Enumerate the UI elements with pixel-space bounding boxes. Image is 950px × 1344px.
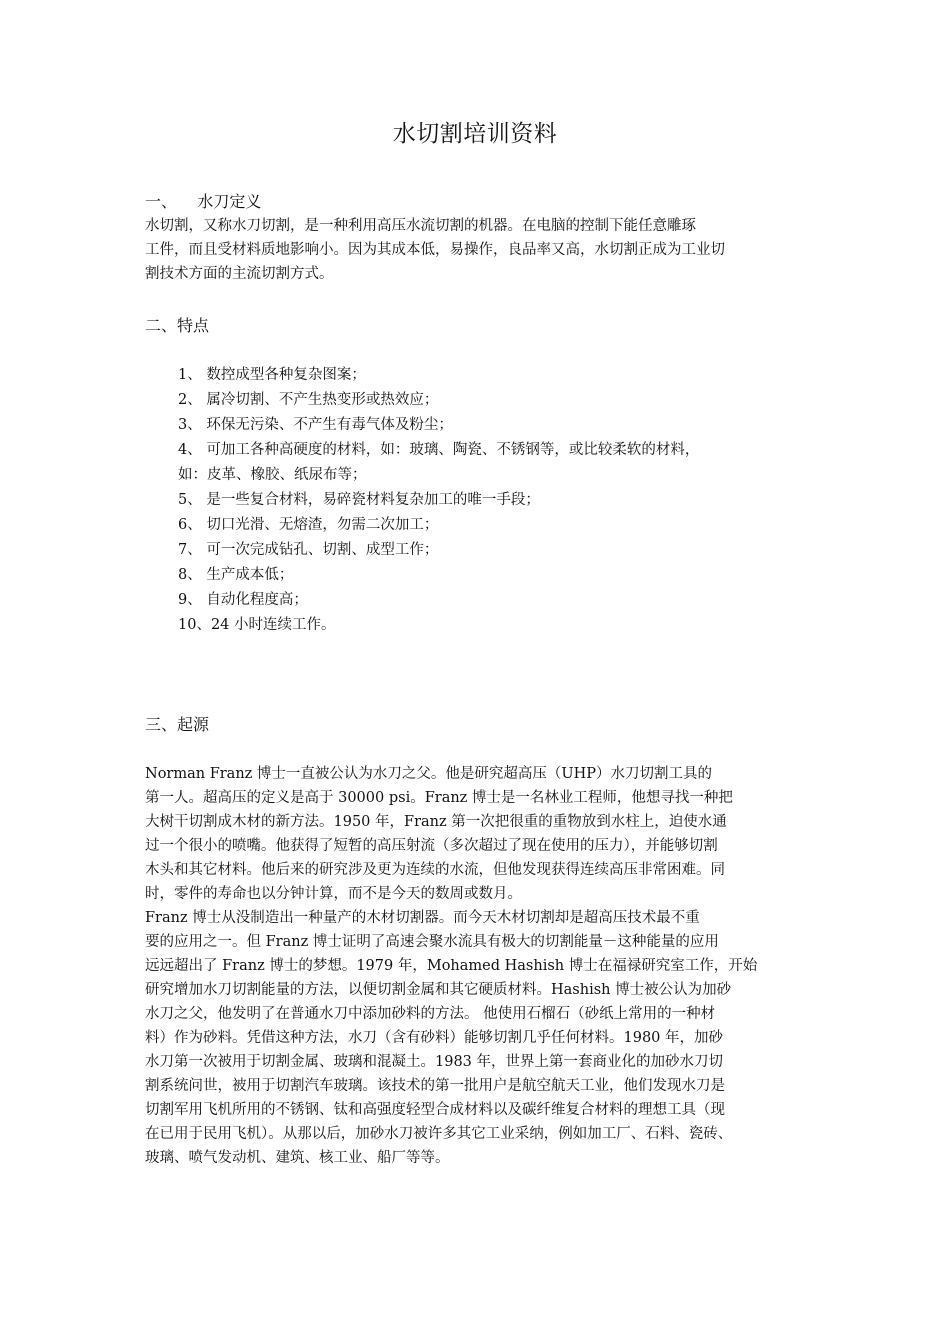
paragraph-line: 割技术方面的主流切割方式。 bbox=[145, 266, 334, 282]
feature-list-item: 4、 可加工各种高硬度的材料，如：玻璃、陶瓷、不锈钢等，或比较柔软的材料， bbox=[178, 442, 700, 458]
paragraph-line: Franz 博士从没制造出一种量产的木材切割器。而今天木材切割却是超高压技术最不重 bbox=[145, 910, 700, 926]
feature-list-item: 2、 属冷切割、不产生热变形或热效应； bbox=[178, 392, 439, 408]
feature-list-item: 10、24 小时连续工作。 bbox=[178, 617, 336, 633]
paragraph-line: 过一个很小的喷嘴。他获得了短暂的高压射流（多次超过了现在使用的压力），并能够切割 bbox=[145, 838, 718, 854]
feature-list-item: 5、 是一些复合材料，易碎瓷材料复杂加工的唯一手段； bbox=[178, 492, 540, 508]
paragraph-line: 水刀之父，他发明了在普通水刀中添加砂料的方法。 他使用石榴石（砂纸上常用的一种材 bbox=[145, 1006, 716, 1022]
feature-list-item: 9、 自动化程度高； bbox=[178, 592, 308, 608]
paragraph-line: 研究增加水刀切割能量的方法，以便切割金属和其它硬质材料。Hashish 博士被公认为加砂 bbox=[145, 982, 732, 998]
paragraph-line: 第一人。超高压的定义是高于 30000 psi。Franz 博士是一名林业工程师，他想寻找一种把 bbox=[145, 790, 733, 806]
feature-list-item: 6、 切口光滑、无熔渣，勿需二次加工； bbox=[178, 517, 439, 533]
paragraph-line: 玻璃、喷气发动机、建筑、核工业、船厂等等。 bbox=[145, 1150, 450, 1166]
section-heading-origin: 三、起源 bbox=[145, 715, 210, 734]
feature-list-item: 1、 数控成型各种复杂图案； bbox=[178, 367, 366, 383]
paragraph-line: 要的应用之一。但 Franz 博士证明了高速会聚水流具有极大的切割能量－这种能量的应用 bbox=[145, 934, 719, 950]
paragraph-line: 割系统问世，被用于切割汽车玻璃。该技术的第一批用户是航空航天工业，他们发现水刀是 bbox=[145, 1078, 725, 1094]
origin-paragraph-2 bbox=[145, 906, 808, 1170]
paragraph-line: 料）作为砂料。凭借这种方法，水刀（含有砂料）能够切割几乎任何材料。1980 年，加砂 bbox=[145, 1030, 724, 1046]
feature-list-item: 3、 环保无污染、不产生有毒气体及粉尘； bbox=[178, 417, 453, 433]
feature-list-item: 8、 生产成本低； bbox=[178, 567, 294, 583]
feature-list-item: 7、 可一次完成钻孔、切割、成型工作； bbox=[178, 542, 439, 558]
paragraph-line: Norman Franz 博士一直被公认为水刀之父。他是研究超高压（UHP）水刀切割工具的 bbox=[145, 766, 713, 782]
paragraph-line: 在已用于民用飞机）。从那以后，加砂水刀被许多其它工业采纳，例如加工厂、石料、瓷砖、 bbox=[145, 1126, 733, 1142]
paragraph-line: 水切割，又称水刀切割，是一种利用高压水流切割的机器。在电脑的控制下能任意雕琢 bbox=[145, 218, 696, 234]
section-heading-definition: 一、 水刀定义 bbox=[145, 192, 262, 211]
origin-paragraph-1 bbox=[145, 762, 808, 906]
paragraph-line: 木头和其它材料。他后来的研究涉及更为连续的水流，但他发现获得连续高压非常困难。同 bbox=[145, 862, 725, 878]
paragraph-line: 远远超出了 Franz 博士的梦想。1979 年，Mohamed Hashish 博士在福禄研究室工作，开始 bbox=[145, 958, 758, 974]
paragraph-line: 大树干切割成木材的新方法。1950 年，Franz 第一次把很重的重物放到水柱上，迫使水通 bbox=[145, 814, 727, 830]
paragraph-line: 水刀第一次被用于切割金属、玻璃和混凝土。1983 年，世界上第一套商业化的加砂水刀切 bbox=[145, 1054, 724, 1070]
paragraph-line: 切割军用飞机所用的不锈钢、钛和高强度轻型合成材料以及碳纤维复合材料的理想工具（现 bbox=[145, 1102, 725, 1118]
paragraph-line: 时，零件的寿命也以分钟计算，而不是今天的数周或数月。 bbox=[145, 886, 522, 902]
document-title: 水切割培训资料 bbox=[392, 121, 558, 147]
definition-paragraph bbox=[145, 214, 808, 286]
section-heading-features: 二、特点 bbox=[145, 316, 210, 335]
paragraph-line: 工件，而且受材料质地影响小。因为其成本低，易操作，良品率又高，水切割正成为工业切 bbox=[145, 242, 725, 258]
feature-list-item-continuation: 如：皮革、橡胶、纸尿布等； bbox=[178, 467, 367, 483]
